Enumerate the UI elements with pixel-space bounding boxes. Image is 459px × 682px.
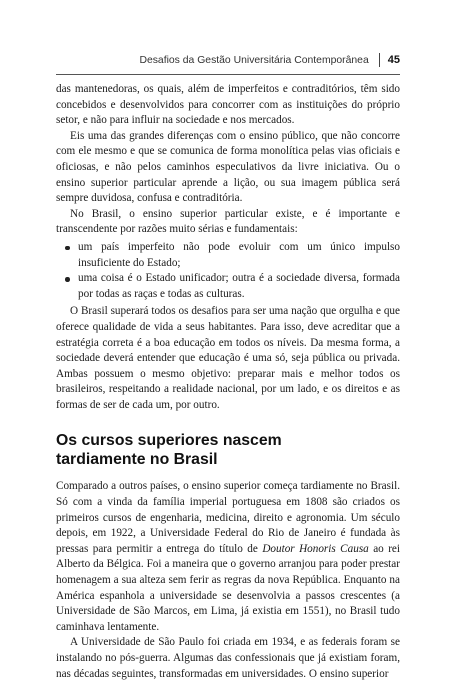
section-heading-line: Os cursos superiores nascem: [56, 432, 282, 450]
running-header: [56, 50, 400, 70]
bullet-list: [56, 240, 400, 302]
paragraph: No Brasil, o ensino superior particular existe, e é importante e transcendente por razões muito sérias e fundamentais:: [56, 207, 400, 236]
text-run: ao rei Alberto da Bélgica. Foi a maneira que o governo arranjou para poder prestar homenagem a sua alteza sem ferir as regras da nova República. Enquanto na América espanhola a universidade se desenvolvia a passos crescentes (a Universidade de São Marcos, em Lima, já existia em 1551), no Brasil tudo caminhava lentamente.: [56, 542, 401, 633]
header-rule: [56, 74, 400, 75]
bullet-item: um país imperfeito não pode evoluir com um único impulso insuficiente do Estado;: [78, 240, 400, 271]
section-paragraph: [56, 479, 400, 635]
header-separator: [379, 53, 380, 67]
paragraph-continuation: das mantenedoras, os quais, além de imperfeitos e contraditórios, têm sido concebidos e desenvolvidos para concorrer com as instituições do próprio setor, e não para influir na sociedade e nos mercados.: [56, 83, 400, 127]
bullet-item: uma coisa é o Estado unificador; outra é a sociedade diversa, formada por todas as raças e todas as culturas.: [78, 271, 400, 302]
section-paragraph: A Universidade de São Paulo foi criada em 1934, e as federais foram se instalando no pós-guerra. Algumas das confessionais que já existiam foram, nas décadas seguintes, transformadas em universidades. O ensino superior: [56, 636, 400, 680]
section-heading: [56, 431, 400, 469]
paragraph: Eis uma das grandes diferenças com o ensino público, que não concorre com ele mesmo e que se comunica de forma monolítica pelas vias oficiais e oficiosas, e não pelos caminhos especulativos da livre iniciativa. Ou o ensino superior particular aprende a lição, ou sua imagem pública será sempre duvidosa, confusa e contraditória.: [56, 129, 400, 205]
body-text: [56, 82, 400, 682]
text-run: Comparado a outros países, o ensino superior começa tardiamente no Brasil. Só com a vinda da família imperial portuguesa em 1808 são criados os primeiros cursos de engenharia, medicina, direito e agronomia. Um século depois, em 1922, a Universidade Federal do Rio de Janeiro é fundada às pressas para permitir a entrega do título de: [56, 480, 400, 555]
page-number: 45: [387, 54, 400, 66]
running-header-title: Desafios da Gestão Universitária Contemporânea: [139, 54, 369, 66]
section-heading-line: tardiamente no Brasil: [56, 451, 218, 469]
paragraph: O Brasil superará todos os desafios para ser uma nação que orgulha e que oferece qualidade de vida a seus habitantes. Para isso, deve acreditar que a estratégia correta é a boa educação em todos os níveis. Da mesma forma, a sociedade deverá entender que educação é uma só, seja pública ou privada. Ambas possuem o mesmo objetivo: preparar mais e melhor todos os brasileiros, respeitando a realidade nacional, por um lado, e os direitos e as formas de ser de cada um, por outro.: [56, 305, 400, 411]
italic-title: Doutor Honoris Causa: [262, 542, 369, 555]
